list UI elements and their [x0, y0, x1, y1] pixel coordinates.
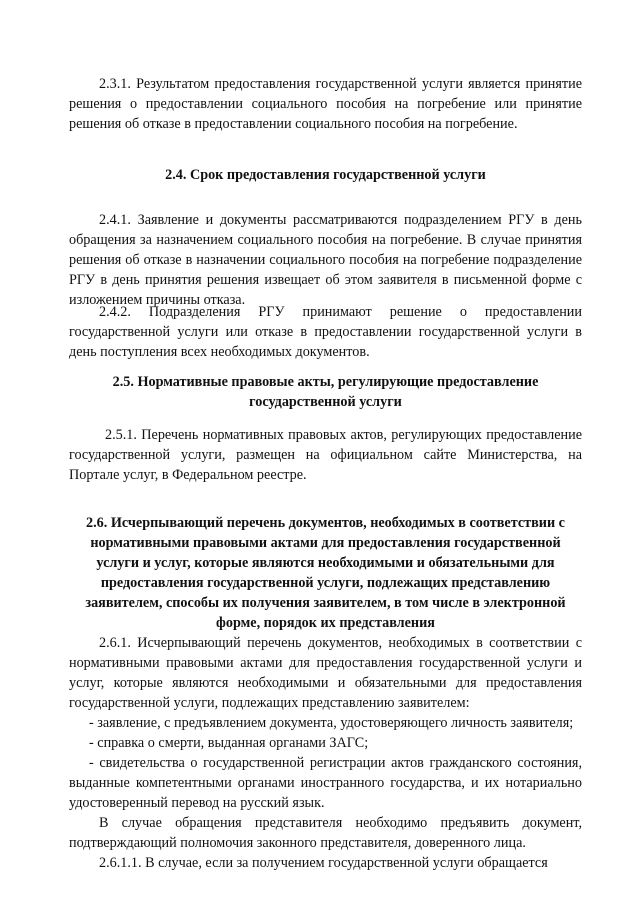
list-item-foreign-certificates: - свидетельства о государственной регистрации актов гражданского состояния, выданные компетентными органами иностранного государства, и их нотариально удостоверенный перевод на русский язык. — [69, 755, 582, 811]
section-2-6-1 — [69, 633, 582, 873]
paragraph-representative: В случае обращения представителя необходимо предъявить документ, подтверждающий полномочия законного представителя, доверенного лица. — [69, 815, 582, 851]
paragraph-2-4-1: 2.4.1. Заявление и документы рассматриваются подразделением РГУ в день обращения за назначением социального пособия на погребение. В случае принятия решения об отказе в назначении социального пособия на погребение подразделение РГУ в день принятия решения извещает об этом заявителя в письменной форме с изложением причины отказа. — [69, 212, 582, 308]
heading-2-5-line-2: государственной услуги — [249, 394, 402, 410]
heading-2-5 — [69, 372, 582, 412]
heading-2-6: 2.6. Исчерпывающий перечень документов, необходимых в соответствии с нормативными правовыми актами для предоставления государственной услуги и услуг, которые являются необходимыми и обязательными для предоставления государственной услуги, подлежащих представлению заявителем, способы их получения заявителем, в том числе в электронной форме, порядок их представления — [85, 515, 566, 631]
paragraph-2-5-1: 2.5.1. Перечень нормативных правовых актов, регулирующих предоставление государственной услуги, размещен на официальном сайте Министерства, на Портале услуг, в Федеральном реестре. — [69, 427, 582, 483]
paragraph-2-6-1-1: 2.6.1.1. В случае, если за получением государственной услуги обращается — [99, 855, 548, 871]
heading-2-5-line-1: 2.5. Нормативные правовые акты, регулирующие предоставление — [112, 374, 539, 390]
paragraph-2-3-1: 2.3.1. Результатом предоставления государственной услуги является принятие решения о предоставлении социального пособия на погребение или принятие решения об отказе в предоставлении социального пособия на погребение. — [69, 76, 582, 132]
paragraph-2-4-2: 2.4.2. Подразделения РГУ принимают решение о предоставлении государственной услуги или отказе в предоставлении государственной услуги в день поступления всех необходимых документов. — [69, 304, 582, 360]
paragraph-2-6-1: 2.6.1. Исчерпывающий перечень документов, необходимых в соответствии с нормативными правовыми актами для предоставления государственной услуги и услуг, которые являются необходимыми и обязательными для предоставления государственной услуги, подлежащих представлению заявителем: — [69, 635, 582, 711]
heading-2-4: 2.4. Срок предоставления государственной услуги — [165, 167, 486, 183]
list-item-application: - заявление, с предъявлением документа, удостоверяющего личность заявителя; — [89, 715, 574, 731]
list-item-death-certificate: - справка о смерти, выданная органами ЗАГС; — [89, 735, 369, 751]
